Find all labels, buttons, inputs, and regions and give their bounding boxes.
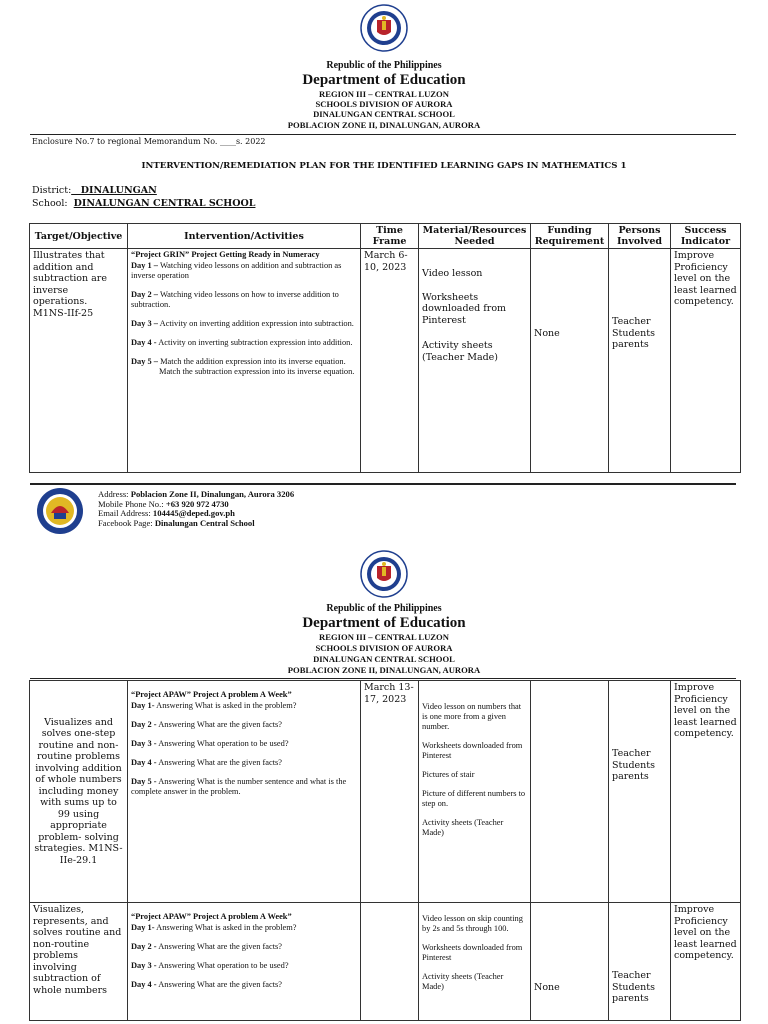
plan-title: INTERVENTION/REMEDIATION PLAN FOR THE IDENTIFIED LEARNING GAPS IN MATHEMATICS 1 (141, 161, 627, 171)
activities-cell (128, 681, 361, 903)
persons-cell: Teacher Students parents (609, 681, 671, 903)
project-title: “Project GRIN” Project Getting Ready in Numeracy (131, 250, 320, 259)
division-label: SCHOOLS DIVISION OF AURORA (315, 99, 453, 109)
persons-cell: Teacher Students parents (609, 903, 671, 1021)
material-item: Activity sheets (Teacher Made) (422, 340, 499, 363)
col-header-funding: Funding Requirement (531, 224, 609, 249)
activity-day4: Day 4 - Answering What are the given facts? (131, 980, 283, 989)
deped-seal-icon (360, 4, 408, 52)
district-line (32, 185, 157, 196)
funding-cell: None (531, 249, 609, 473)
funding-cell (531, 681, 609, 903)
project-title: “Project APAW” Project A problem A Week” (131, 912, 292, 921)
material-item: Video lesson on numbers that is one more from a given number. (422, 702, 522, 731)
school-label: DINALUNGAN CENTRAL SCHOOL (313, 654, 455, 664)
persons-cell: Teacher Students parents (609, 249, 671, 473)
header-divider (30, 134, 736, 135)
funding-cell: None (531, 903, 609, 1021)
district-label: District: (32, 185, 72, 196)
col-header-materials: Material/Resources Needed (419, 224, 531, 249)
col-header-persons: Persons Involved (609, 224, 671, 249)
activity-day5: Day 5 - Answering What is the number sentence and what is the complete answer in the problem. (131, 777, 347, 796)
republic-label: Republic of the Philippines (326, 60, 442, 71)
school-address: POBLACION ZONE II, DINALUNGAN, AURORA (287, 120, 481, 130)
footer-divider (30, 483, 736, 485)
activity-day3: Day 3 - Answering What operation to be used? (131, 961, 289, 970)
success-cell: Improve Proficiency level on the least learned competency. (671, 249, 741, 473)
materials-cell (419, 249, 531, 473)
department-title: Department of Education (302, 615, 466, 631)
activity-day3: Day 3 - Answering What operation to be used? (131, 739, 289, 748)
school-line (32, 198, 255, 209)
activity-day2: Day 2 - Answering What are the given facts? (131, 720, 283, 729)
activity-day5b: Match the subtraction expression into its inverse equation. (159, 367, 355, 376)
activity-day1: Day 1- Answering What is asked in the problem? (131, 701, 297, 710)
division-label: SCHOOLS DIVISION OF AURORA (315, 643, 453, 653)
plan-table-2 (29, 680, 741, 1021)
enclosure-note: Enclosure No.7 to regional Memorandum No. ____s. 2022 (32, 137, 266, 146)
activity-day2: Day 2 – Watching video lessons on how to inverse addition to subtraction. (131, 290, 339, 309)
activity-day2: Day 2 - Answering What are the given facts? (131, 942, 283, 951)
footer-email: Email Address: 104445@deped.gov.ph (98, 508, 235, 519)
material-item: Video lesson (422, 268, 483, 279)
plan-table-1 (29, 223, 741, 473)
republic-label: Republic of the Philippines (326, 603, 442, 614)
school-label: DINALUNGAN CENTRAL SCHOOL (313, 109, 455, 119)
col-header-time: Time Frame (361, 224, 419, 249)
footer-phone: Mobile Phone No.: +63 920 972 4730 (98, 498, 229, 509)
activity-day4: Day 4 - Activity on inverting subtraction expression into addition. (131, 338, 353, 347)
col-header-activities: Intervention/Activities (128, 224, 361, 249)
activity-day1: Day 1- Answering What is asked in the problem? (131, 923, 297, 932)
material-item: Picture of different numbers to step on. (422, 789, 526, 808)
activity-day1: Day 1 – Watching video lessons on addition and subtraction as inverse operation (131, 261, 342, 280)
activity-day5: Day 5 – Match the addition expression into its inverse equation. (131, 357, 346, 366)
district-value: __DINALUNGAN (71, 185, 157, 196)
col-header-objective: Target/Objective (30, 224, 128, 249)
success-cell: Improve Proficiency level on the least learned competency. (671, 903, 741, 1021)
school-logo-icon (36, 487, 84, 535)
school-field-value: DINALUNGAN CENTRAL SCHOOL (73, 198, 256, 209)
project-title: “Project APAW” Project A problem A Week” (131, 690, 292, 699)
time-frame-cell: March 13-17, 2023 (361, 681, 419, 903)
region-label: REGION III – CENTRAL LUZON (319, 632, 449, 642)
material-item: Worksheets downloaded from Pinterest (422, 943, 523, 962)
col-header-success: Success Indicator (671, 224, 741, 249)
time-frame-cell (361, 903, 419, 1021)
table-row (30, 903, 741, 1021)
material-item: Worksheets downloaded from Pinterest (422, 291, 507, 326)
material-item: Video lesson on skip counting by 2s and 5s through 100. (422, 914, 523, 933)
header-divider (30, 678, 736, 679)
material-item: Activity sheets (Teacher Made) (422, 818, 504, 837)
material-item: Activity sheets (Teacher Made) (422, 972, 504, 991)
activities-cell (128, 903, 361, 1021)
activity-day3: Day 3 – Activity on inverting addition expression into subtraction. (131, 319, 354, 328)
contact-info (98, 490, 294, 528)
table-row (30, 249, 741, 473)
material-item: Worksheets downloaded from Pinterest (422, 741, 523, 760)
materials-cell (419, 681, 531, 903)
materials-cell (419, 903, 531, 1021)
deped-seal-icon (360, 550, 408, 598)
school-address: POBLACION ZONE II, DINALUNGAN, AURORA (287, 665, 481, 675)
time-frame-cell: March 6-10, 2023 (361, 249, 419, 473)
material-item: Pictures of stair (422, 770, 475, 779)
footer-facebook: Facebook Page: Dinalungan Central School (98, 517, 255, 528)
table-row (30, 681, 741, 903)
activity-day4: Day 4 - Answering What are the given facts? (131, 758, 283, 767)
footer-address: Address: Poblacion Zone II, Dinalungan, Aurora 3206 (98, 489, 295, 499)
table-header-row (30, 224, 741, 249)
region-label: REGION III – CENTRAL LUZON (319, 89, 449, 99)
objective-cell: Illustrates that addition and subtraction are inverse operations. M1NS-IIf-25 (30, 249, 128, 473)
objective-cell: Visualizes, represents, and solves routine and non-routine problems involving subtraction of whole numbers (30, 903, 128, 1021)
objective-cell: Visualizes and solves one-step routine and non-routine problems involving addition of whole numbers including money with sums up to 99 using appropriate problem- solving strategies. M1NS-IIe-29.1 (30, 681, 128, 903)
department-title: Department of Education (302, 72, 466, 88)
activities-cell (128, 249, 361, 473)
school-field-label: School: (32, 198, 68, 209)
success-cell: Improve Proficiency level on the least learned competency. (671, 681, 741, 903)
